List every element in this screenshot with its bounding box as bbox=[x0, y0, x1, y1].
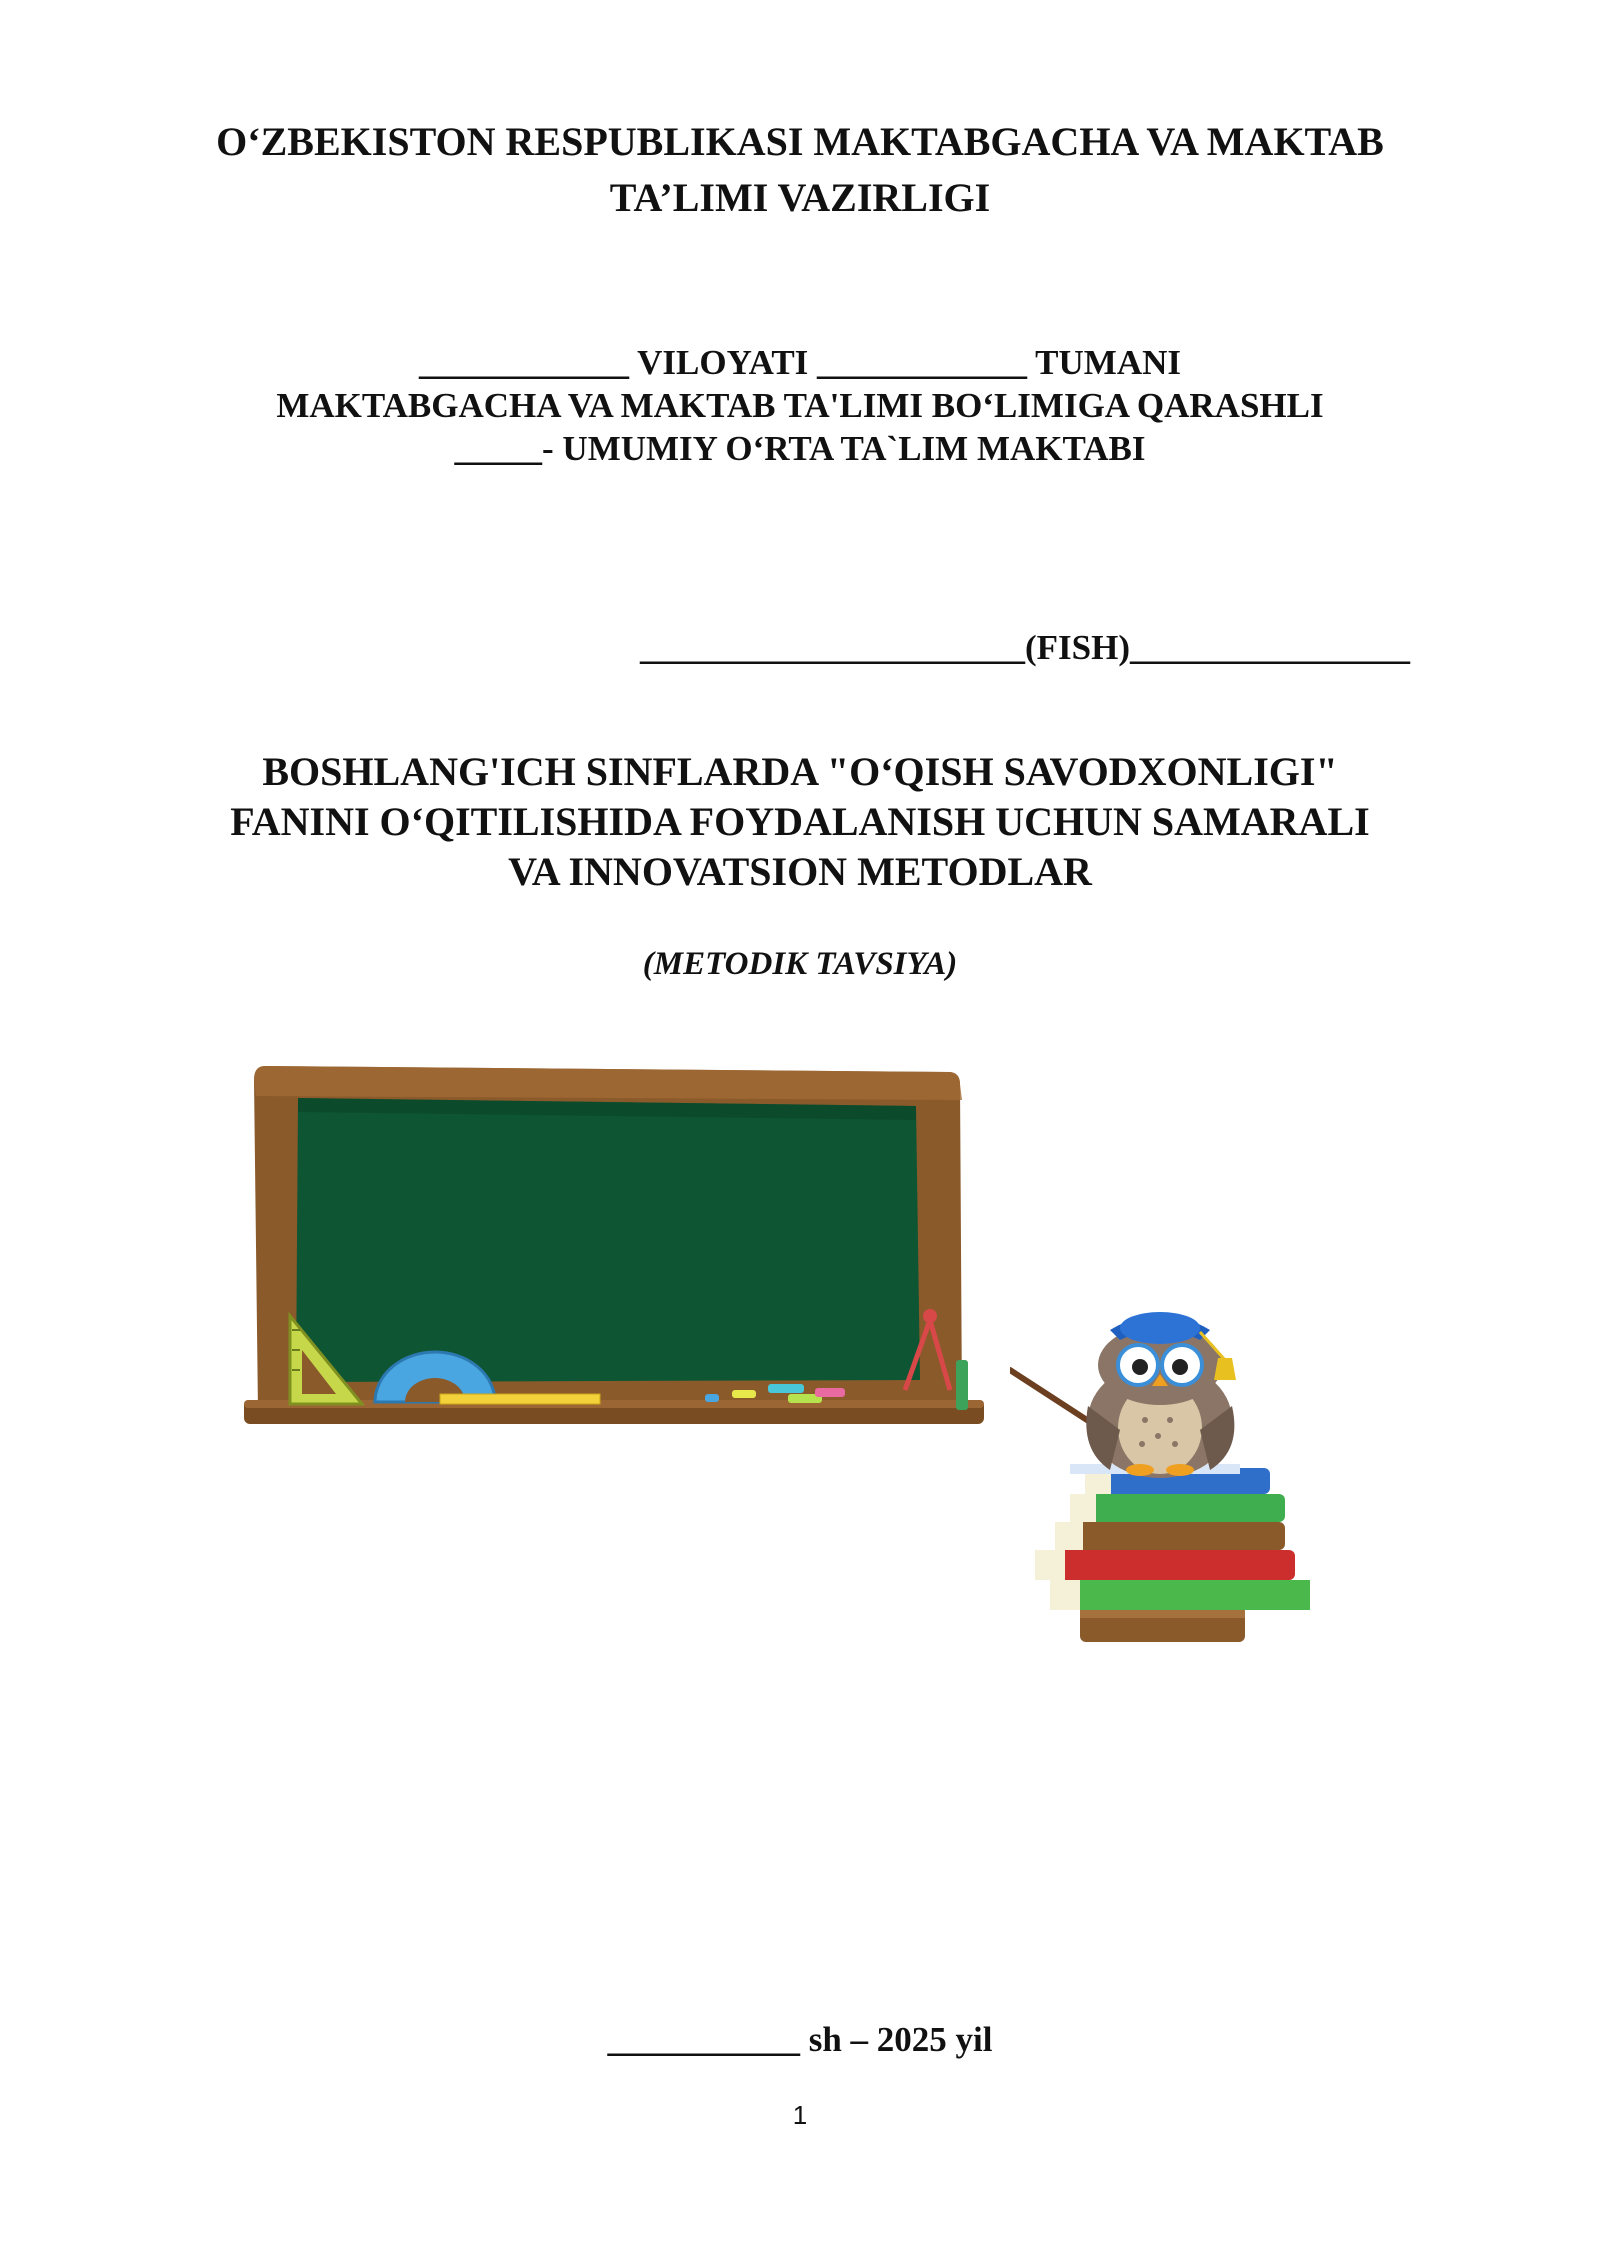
document-title-line2: FANINI O‘QITILISHIDA FOYDALANISH UCHUN SAMARALI bbox=[230, 799, 1370, 844]
page-number: 1 bbox=[792, 2100, 808, 2130]
chalkboard-icon bbox=[240, 1060, 990, 1440]
document-subtitle: (METODIK TAVSIYA) bbox=[642, 946, 958, 982]
document-title-line3: VA INNOVATSION METODLAR bbox=[508, 849, 1092, 894]
owl-teacher-icon bbox=[1010, 1310, 1310, 1660]
ministry-title-line1: O‘ZBEKISTON RESPUBLIKASI MAKTABGACHA VA MAKTAB bbox=[216, 119, 1384, 164]
ministry-title-line2: TA’LIMI VAZIRLIGI bbox=[609, 175, 991, 220]
school-line: _____- UMUMIY O‘RTA TA`LIM MAKTABI bbox=[454, 429, 1146, 468]
region-district-line: ____________ VILOYATI ____________ TUMANI bbox=[419, 343, 1181, 382]
department-line: MAKTABGACHA VA MAKTAB TA'LIMI BO‘LIMIGA QARASHLI bbox=[276, 386, 1324, 425]
document-title-line1: BOSHLANG'ICH SINFLARDA "O‘QISH SAVODXONLIGI" bbox=[262, 749, 1338, 794]
place-year-line: ___________ sh – 2025 yil bbox=[607, 2020, 993, 2059]
author-fish-line: ______________________(FISH)________________ bbox=[640, 628, 1410, 667]
book-stack-icon bbox=[1035, 1464, 1310, 1642]
